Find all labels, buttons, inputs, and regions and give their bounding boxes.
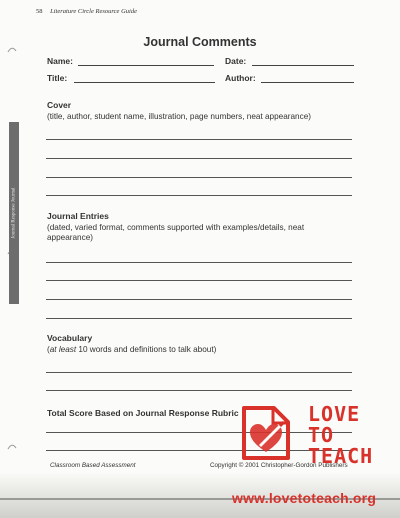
total-score-line[interactable]: [46, 450, 352, 451]
binder-hole-icon: [6, 442, 18, 450]
vocabulary-desc-emphasis: at least: [49, 345, 77, 354]
page-title: Journal Comments: [143, 35, 257, 49]
binder-hole-icon: [6, 45, 18, 53]
journal-entries-line[interactable]: [46, 262, 352, 263]
logo-text-teach: TEACH: [308, 444, 374, 468]
vocabulary-desc-prefix: (: [47, 345, 50, 354]
watermark-url[interactable]: www.lovetoteach.org: [232, 490, 377, 506]
name-field[interactable]: [78, 65, 214, 66]
journal-entries-line[interactable]: [46, 280, 352, 281]
vocabulary-line[interactable]: [46, 390, 352, 391]
page-number: 58: [36, 8, 43, 15]
journal-entries-heading: Journal Entries: [47, 211, 109, 221]
date-field[interactable]: [252, 65, 354, 66]
logo-text-love: LOVE: [308, 402, 361, 426]
cover-line[interactable]: [46, 139, 352, 140]
footer-copyright: Copyright © 2001 Christopher-Gordon Publishers: [210, 462, 348, 469]
cover-description: (title, author, student name, illustration, page numbers, neat appearance): [47, 112, 311, 121]
author-label: Author:: [225, 73, 256, 83]
love-to-teach-logo-icon: [236, 402, 296, 462]
cover-line[interactable]: [46, 177, 352, 178]
vocabulary-description: [47, 345, 347, 355]
total-score-line[interactable]: [46, 432, 352, 433]
title-field[interactable]: [74, 82, 215, 83]
journal-entries-line[interactable]: [46, 299, 352, 300]
vocabulary-line[interactable]: [46, 372, 352, 373]
name-label: Name:: [47, 56, 73, 66]
vocabulary-desc-suffix: 10 words and definitions to talk about): [76, 345, 217, 354]
total-score-heading: Total Score Based on Journal Response Rubric: [47, 408, 239, 418]
logo-text-to: TO: [308, 423, 335, 447]
journal-entries-line[interactable]: [46, 318, 352, 319]
vocabulary-heading: Vocabulary: [47, 333, 93, 343]
side-tab-label: Journal Response Journal: [11, 187, 17, 239]
footer-left: Classroom Based Assessment: [50, 462, 136, 469]
cover-line[interactable]: [46, 195, 352, 196]
title-label: Title:: [47, 73, 68, 83]
journal-entries-description: (dated, varied format, comments supported with examples/details, neat appearance): [47, 223, 305, 242]
cover-heading: Cover: [47, 100, 72, 110]
author-field[interactable]: [261, 82, 354, 83]
side-tab: [9, 122, 19, 304]
book-title: Literature Circle Resource Guide: [50, 8, 137, 15]
page-header: [36, 8, 137, 15]
cover-line[interactable]: [46, 158, 352, 159]
date-label: Date:: [225, 56, 247, 66]
